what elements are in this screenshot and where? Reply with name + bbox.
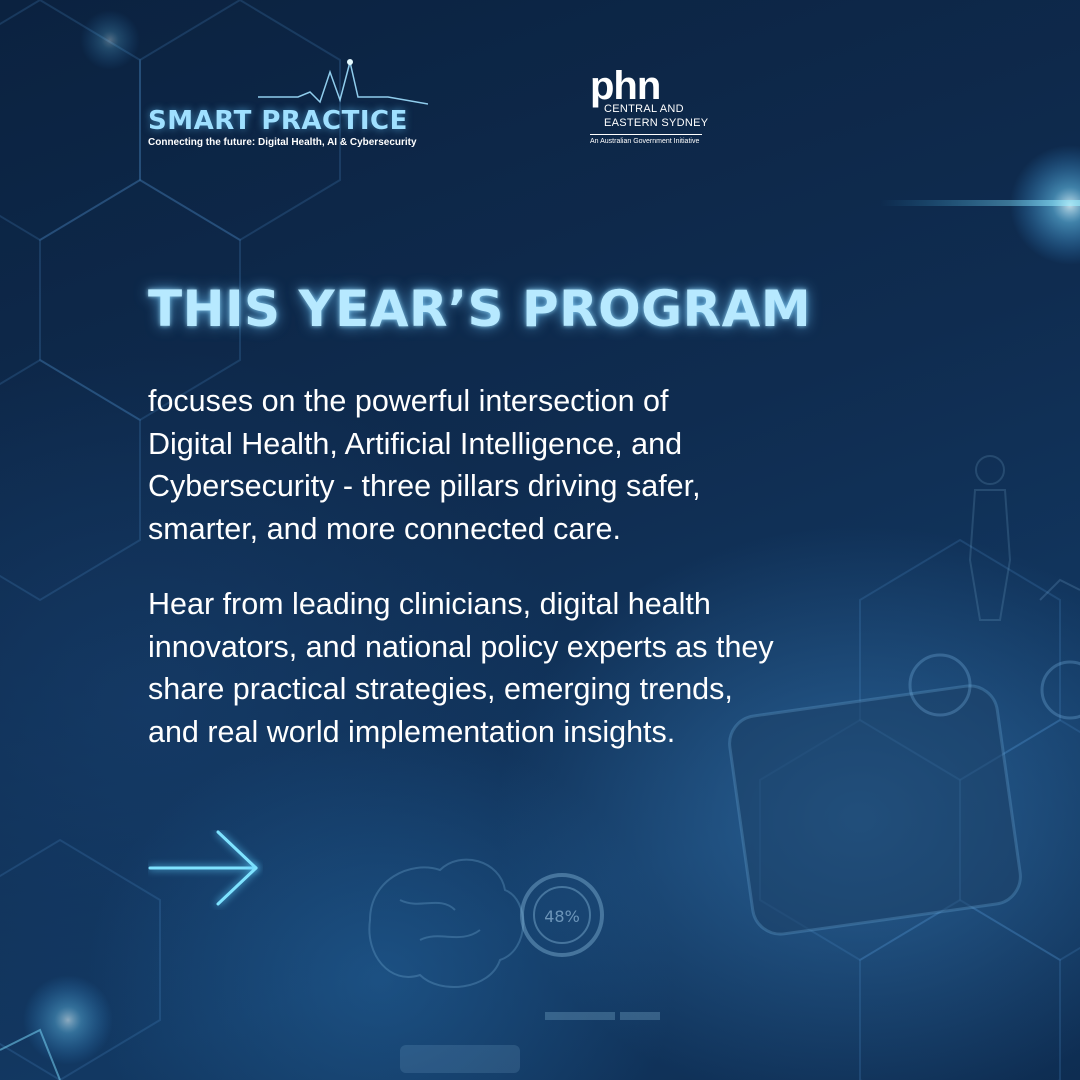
speakers-description [148,583,868,753]
phn-logo [590,66,730,156]
right-arrow-icon [148,830,263,910]
phn-initiative-text: An Australian Government Initiative [590,138,700,145]
description-line: Hear from leading clinicians, digital health [148,587,711,621]
phn-divider [590,134,702,135]
program-description [148,380,868,550]
gauge-value: 48% [544,907,580,926]
brand-wordmark: SMART PRACTICE [148,106,408,136]
brain-scan-graphic [369,860,523,987]
page-title: THIS YEAR’S PROGRAM [148,280,812,338]
description-line: Cybersecurity - three pillars driving safer, [148,469,701,503]
phn-mark: phn [590,64,661,108]
description-line: Digital Health, Artificial Intelligence, and [148,426,683,461]
phn-region-line2: EASTERN SYDNEY [604,117,709,129]
brand-tagline: Connecting the future: Digital Health, AI & Cybersecurity [148,137,417,148]
next-slide-button[interactable] [148,830,263,910]
description-line: and real world implementation insights. [148,714,676,749]
heartbeat-pulse-icon [258,52,428,112]
smart-practice-logo [148,52,428,152]
percentage-gauge-graphic [522,875,602,955]
phn-region-line1: CENTRAL AND [604,103,684,115]
description-line: innovators, and national policy experts as they [148,629,774,664]
description-line: share practical strategies, emerging trends, [148,672,733,706]
description-line: focuses on the powerful intersection of [148,384,669,418]
description-line: smarter, and more connected care. [148,511,621,546]
